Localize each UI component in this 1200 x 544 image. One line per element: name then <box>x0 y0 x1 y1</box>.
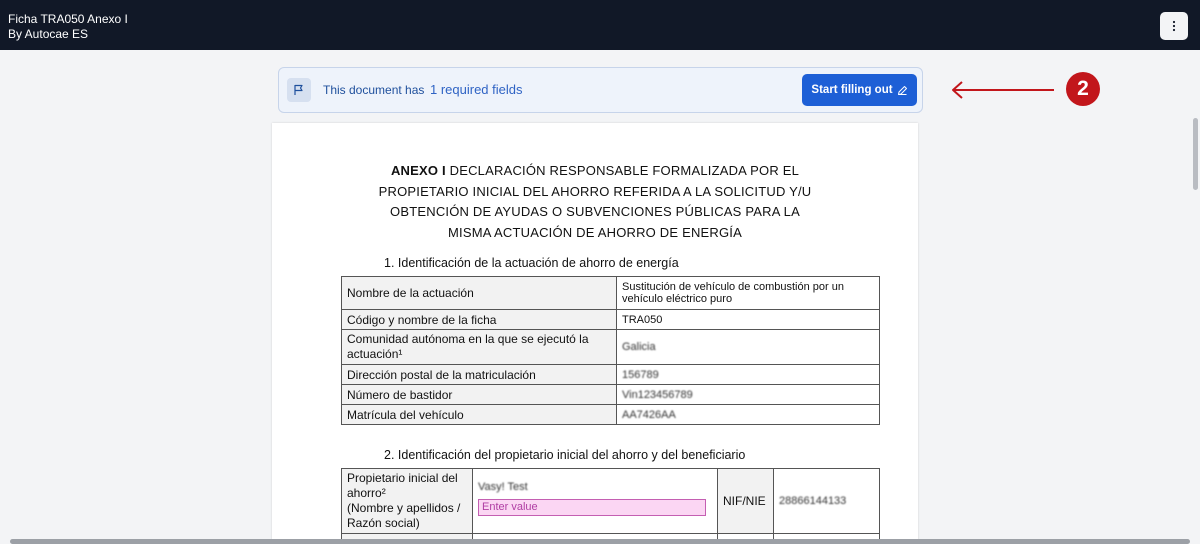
vertical-scrollbar[interactable] <box>1193 118 1198 190</box>
heading-line-2: PROPIETARIO INICIAL DEL AHORRO REFERIDA A LA SOLICITUD Y/U <box>378 183 812 199</box>
nif-value: 28866144133 <box>774 469 880 534</box>
horizontal-scrollbar[interactable] <box>10 539 1190 544</box>
owner-input-field[interactable]: Enter value <box>478 499 706 516</box>
row-label: Nombre de la actuación <box>342 277 617 310</box>
document-page <box>272 123 918 544</box>
section-1-title: 1. Identificación de la actuación de ahorro de energía <box>384 256 679 270</box>
heading-line-1-text: DECLARACIÓN RESPONSABLE FORMALIZADA POR EL <box>445 163 800 178</box>
required-fields-banner <box>278 67 923 113</box>
row-value: AA7426AA <box>617 405 880 425</box>
heading-bold: ANEXO I <box>390 163 446 178</box>
top-bar <box>0 0 1200 50</box>
heading-line-4: MISMA ACTUACIÓN DE AHORRO DE ENERGÍA <box>448 224 742 240</box>
row-label: Comunidad autónoma en la que se ejecutó la actuación¹ <box>342 330 617 365</box>
annotation-arrow <box>948 80 1058 100</box>
pencil-icon <box>897 85 908 96</box>
row-value: Vin123456789 <box>617 385 880 405</box>
row-label: Número de bastidor <box>342 385 617 405</box>
row-value: TRA050 <box>617 310 880 330</box>
start-filling-label: Start filling out <box>811 84 893 96</box>
nif-label: NIF/NIE <box>718 469 774 534</box>
more-menu-button[interactable] <box>1160 12 1188 40</box>
table-row <box>342 385 880 405</box>
owner-value-cell <box>473 469 718 534</box>
table-row <box>342 277 880 310</box>
actuation-table <box>341 276 880 425</box>
step-number-badge: 2 <box>1066 72 1100 106</box>
required-count: 1 required fields <box>430 82 523 97</box>
row-value: Sustitución de vehículo de combustión por un vehículo eléctrico puro <box>617 277 880 310</box>
table-row <box>342 469 880 534</box>
heading-line-3: OBTENCIÓN DE AYUDAS O SUBVENCIONES PÚBLICAS PARA LA <box>390 204 800 219</box>
document-title: Ficha TRA050 Anexo I <box>8 12 128 26</box>
heading-line-1 <box>272 161 918 182</box>
owner-value: Vasy! Test <box>478 481 528 493</box>
row-label: Código y nombre de la ficha <box>342 310 617 330</box>
table-row <box>342 330 880 365</box>
document-heading <box>272 161 918 243</box>
table-row <box>342 405 880 425</box>
flag-icon-box <box>287 78 311 102</box>
more-vertical-icon <box>1172 20 1176 32</box>
section-2-title: 2. Identificación del propietario inicial del ahorro y del beneficiario <box>384 448 746 462</box>
owner-label-line-1: Propietario inicial del ahorro² <box>347 471 458 500</box>
row-label: Dirección postal de la matriculación <box>342 365 617 385</box>
row-value: Galicia <box>617 330 880 365</box>
table-row <box>342 310 880 330</box>
row-value: 156789 <box>617 365 880 385</box>
owner-label-line-2: (Nombre y apellidos / Razón social) <box>347 501 461 530</box>
document-subtitle: By Autocae ES <box>8 27 89 41</box>
banner-text: This document has <box>323 83 425 97</box>
start-filling-button[interactable] <box>802 74 917 106</box>
table-row <box>342 365 880 385</box>
flag-icon <box>293 84 305 96</box>
owner-label <box>342 469 473 534</box>
row-label: Matrícula del vehículo <box>342 405 617 425</box>
owner-table <box>341 468 880 544</box>
